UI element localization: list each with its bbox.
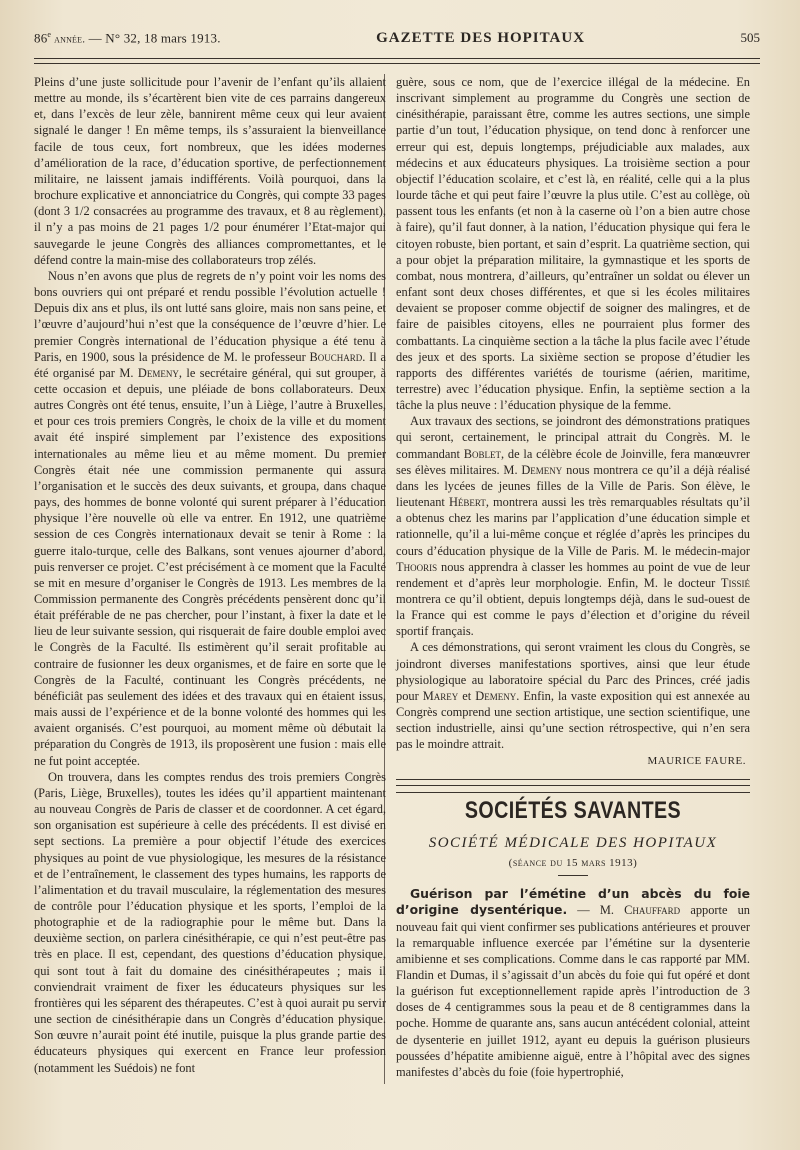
paragraph: Pleins d’une juste sollicitude pour l’avenir de l’enfant qu’ils allaient mettre au monde, ils s’écartèrent bien vite de ces parrains dangereux et, dans l’excès de leur zèle, bannirent même ceux qui leur avaient signalé le danger ! En même temps, ils s’assuraient la bienveillance facile de tous ceux, fort nombreux, que les idées modernes d’amélioration de la race, d’éducation sportive, de perfectionnement militaire, ne laissent jamais indifférents. Voilà pourquoi, dans la brochure explicative et annonciatrice du Congrès, qui compte 33 pages (dont 3 1/2 consacrées au programme des travaux, et 8 au règlement), il n’y a pas moins de 21 pages 1/2 pour énumérer l’Etat-major qui sauvegarde le jeune Congrès des alliances compromettantes, et le défend contre la main-mise des collaborateurs trop zélés.	[34, 75, 386, 267]
paragraph	[396, 413, 750, 639]
paragraph	[34, 268, 386, 769]
page-header	[34, 30, 760, 56]
section-heading: SOCIÉTÉS SAVANTES	[464, 796, 682, 824]
text-run: montrera ce qu’il obtient, depuis longtemps déjà, dans le sud-ouest de la France qui est comme le pays d’élection et d’origine du réveil sportif français.	[396, 592, 750, 639]
paragraph	[396, 639, 750, 752]
text-run: , le secrétaire général, qui sut grouper, à cette occasion et depuis, une pléiade de bons collaborateurs. Deux autres Congrès ont été tenus, ensuite, l’un à Liège, l’autre à Bruxelles, et pour ces trois premiers Congrès, le choix de la ville et du moment avait été inspiré simplement par l’existence des expositions internationales au même lieu et au même moment. Du premier Congrès était née une commission permanente qui assura l’organisation et le succès des deux suivants, et groupa, dans chaque pays, des hommes de bonne volonté qui surent préparer à l’éducation physique l’ère nouvelle où elle va entrer. En 1912, une quatrième session de ces Congrès internationaux devait se tenir à Rome : la guerre italo-turque, celle des Balkans, sont venues ajourner d’abord, puis renverser ce projet. C’est précisément à ce moment que la Faculté se mit en mesure d’organiser le Congrès de 1913. Les membres de la Commission permanente des Congrès précédents pensèrent donc qu’il était préférable de ne pas chercher, pour l’instant, à fixer la date et le lieu de leur suivante session, qui risquerait de faire double emploi avec le Congrès de la Faculté. Ils estimèrent qu’il serait profitable au contraire de fusionner les deux organismes, et de faire en sorte que le Congrès de la Faculté, continuant les Congrès précédents, ne bénéficiât pas seulement des idées et des travaux qui en étaient issus, mais aussi de l’expérience et de la bonne volonté des hommes qui les avaient organisés. C’est pourquoi, au moment même où débutait la préparation du Congrès de 1913, ils proposèrent une fusion : mais elle ne fut point acceptée.	[34, 365, 386, 768]
person-name: Marey	[422, 688, 459, 703]
author-signature: MAURICE FAURE.	[647, 754, 746, 767]
journal-title: GAZETTE DES HOPITAUX	[376, 30, 586, 47]
text-run: , montrera aussi les très remarquables résultats qu’il a obtenus chez les marins par l’application d’une éducation simple et rationnelle, qu’il a lui-même conçue et réglée d’après les principes du cours d’éducation physique de la Ville de Paris. M. le médecin-major	[396, 495, 751, 558]
person-name: Demeny	[475, 688, 517, 703]
text-run: nous montrera ce qu’il a déjà réalisé dans les lycées de jeunes filles de la Ville de Paris. Son élève, le lieutenant	[396, 462, 750, 510]
right-column	[396, 74, 750, 1080]
text-run: Nous n’en avons que plus de regrets de n’y point voir les noms des bons ouvriers qui ont préparé et rendu possible l’évolution actuelle ! Depuis dix ans et plus, ils ont lutté sans gloire, mais non sans peine, et l’œuvre d’aujourd’hui n’est que la conséquence de l’œuvre d’hier. Le premier Congrès international de l’éducation physique a été tenu à Paris, en 1900, sous la présidence de M. le professeur	[34, 268, 386, 364]
text-run: apporte un nouveau fait qui vient confirmer ses publications antérieures et prouver la remarquable influence exercée par l’émétine sur la dysenterie amibienne et ses complications. Comme dans le cas rapporté par MM. Flandin et Dumas, il s’agissait d’un abcès du foie qui fut opéré et dont la guérison fut exceptionnellement rapide après l’introduction de 3 doses de 4 centigrammes sous la peau et de 8 centigrammes dans la poche. Homme de quarante ans, sans aucun antécédent colonial, atteint de dysenterie en juillet 1912, ayant eu depuis la guérison plusieurs poussées d’hépatite amibienne aiguë, entre à l’hôpital avec des signes manifestes d’abcès du foie (foie hypertrophié,	[396, 903, 750, 1079]
issue-info	[34, 30, 221, 46]
text-run: . Il a été organisé par M.	[34, 349, 386, 380]
short-divider	[558, 875, 588, 876]
person-name: Tissié	[720, 575, 750, 590]
paragraph: On trouvera, dans les comptes rendus des trois premiers Congrès (Paris, Liège, Bruxelles), toutes les idées qu’il appartient maintenant au nouveau Congrès de Paris de classer et de coordonner. A cet égard, son organisation est supérieure à celle des précédents. Il est divisé en sept sections. La première a pour objectif l’étude des exercices physiques au point de vue physiologique, les mesures de la résistance et de l’entraînement, le classement des types humains, les rapports de l’alimentation et du travail musculaire, la réglementation des mesures de contrôle pour l’éducation physique et les sports, l’emploi de la photographie et de la radiographie pour le même but. Dans la deuxième section, on parlera cinésithérapie, ce qui n’est peut-être pas très en place. Il est, cependant, des questions d’éducation physique, qui sont tout à fait du domaine des cinésithérapeutes ; mais il conviendrait vraiment de fixer les éducateurs physiques sur les frontières qui les séparent des thérapeutes. C’est à quoi aurait pu servir une section de cinésithérapie dans un Congrès d’éducation physique. Son œuvre n’aurait point été inutile, puisque la plus grande partie des éducateurs physiques qui exercent en France leur profession (notamment les Suédois) ne font	[34, 769, 386, 1075]
page-number: 505	[740, 30, 760, 46]
issue-number: 86	[34, 30, 48, 46]
person-name: Chauffard	[624, 903, 681, 918]
text-run: nous apprendra à classer les hommes au point de vue de leur rendement et d’après leur morphologie. Enfin, M. le docteur	[396, 559, 750, 590]
issue-word: année.	[51, 33, 86, 46]
session-date: (séance du 15 mars 1913)	[508, 857, 638, 870]
text-run: , de la célèbre école de Joinville, fera manœuvrer ses élèves militaires. M.	[396, 446, 750, 477]
issue-date: — N° 32, 18 mars 1913.	[85, 30, 221, 46]
text-run: . Enfin, la vaste exposition qui est annexée au Congrès comprend une section artistique, une section scientifique, une section industrielle, ainsi qu’une section rétrospective, qui n’en sera pas le moindre attrait.	[396, 688, 750, 752]
article-title: Guérison par l’émétine d’un abcès du foie d’origine dysentérique.	[396, 886, 750, 918]
person-name: Hébert	[448, 495, 486, 510]
person-name: Thooris	[396, 559, 438, 574]
person-name: Boblet	[463, 446, 502, 461]
person-name: Demeny	[137, 365, 179, 380]
section-rule	[396, 779, 750, 786]
left-column	[34, 74, 386, 1076]
text-run: Aux travaux des sections, se joindront des démonstrations pratiques qui seront, certainement, le principal attrait du Congrès. M. le commandant	[396, 414, 750, 461]
paragraph: guère, sous ce nom, que de l’exercice illégal de la médecine. En inscrivant simplement au programme du Congrès une section de cinésithérapie, paraissant être, comme les autres sections, une simple partie d’un tout, l’éducation physique, on tend donc à renforcer une erreur qui est, depuis longtemps, préjudiciable aux malades, aux médecins et aux éducateurs physiques. La troisième section a pour objectif l’éducation scolaire, et c’est là, en réalité, celle qui a la plus lourde tâche et qui peut faire l’œuvre la plus utile. C’est au collège, où passent tous les enfants (et non à la caserne où l’on a bien autre chose à faire), qu’il faut donner, à la nation, l’éducation physique qui fera le citoyen robuste, bien portant, et sain d’esprit. La quatrième section, qui a pour objet la préparation militaire, la gymnastique et les sports de combat, nous montrera, d’ailleurs, qu’entraîner un soldat ou élever un enfant sont deux choses différentes, et que si les écoles militaires devaient se proposer comme objectif de soigner des malingres, et de faire de paisibles citoyens, elles ne pourraient plus former des combattants. La cinquième section a la tâche la plus facile avec l’étude des jeux et des sports. La sixième section se propose d’étudier les rapports des différentes variétés de tourisme (aérien, maritime, terrestre) avec l’éducation physique. Enfin, la septième section a la tâche la plus neuve : l’éducation physique de la femme.	[396, 75, 750, 413]
society-heading: SOCIÉTÉ MÉDICALE DES HOPITAUX	[428, 834, 718, 851]
paragraph	[396, 886, 750, 1080]
text-run: — M.	[567, 903, 625, 918]
text-run: A ces démonstrations, qui seront vraiment les clous du Congrès, se joindront diverses manifestations sportives, ainsi que leur étude physiologique au laboratoire spécial du Parc des Princes, créé jadis pour	[396, 640, 750, 703]
issue-superscript: e	[47, 30, 52, 39]
person-name: Demeny	[521, 462, 563, 477]
section-rule-thin	[396, 792, 750, 793]
header-rule	[34, 58, 760, 64]
signature-line	[396, 753, 750, 769]
person-name: Bouchard	[309, 349, 363, 364]
text-run: et	[458, 688, 476, 703]
